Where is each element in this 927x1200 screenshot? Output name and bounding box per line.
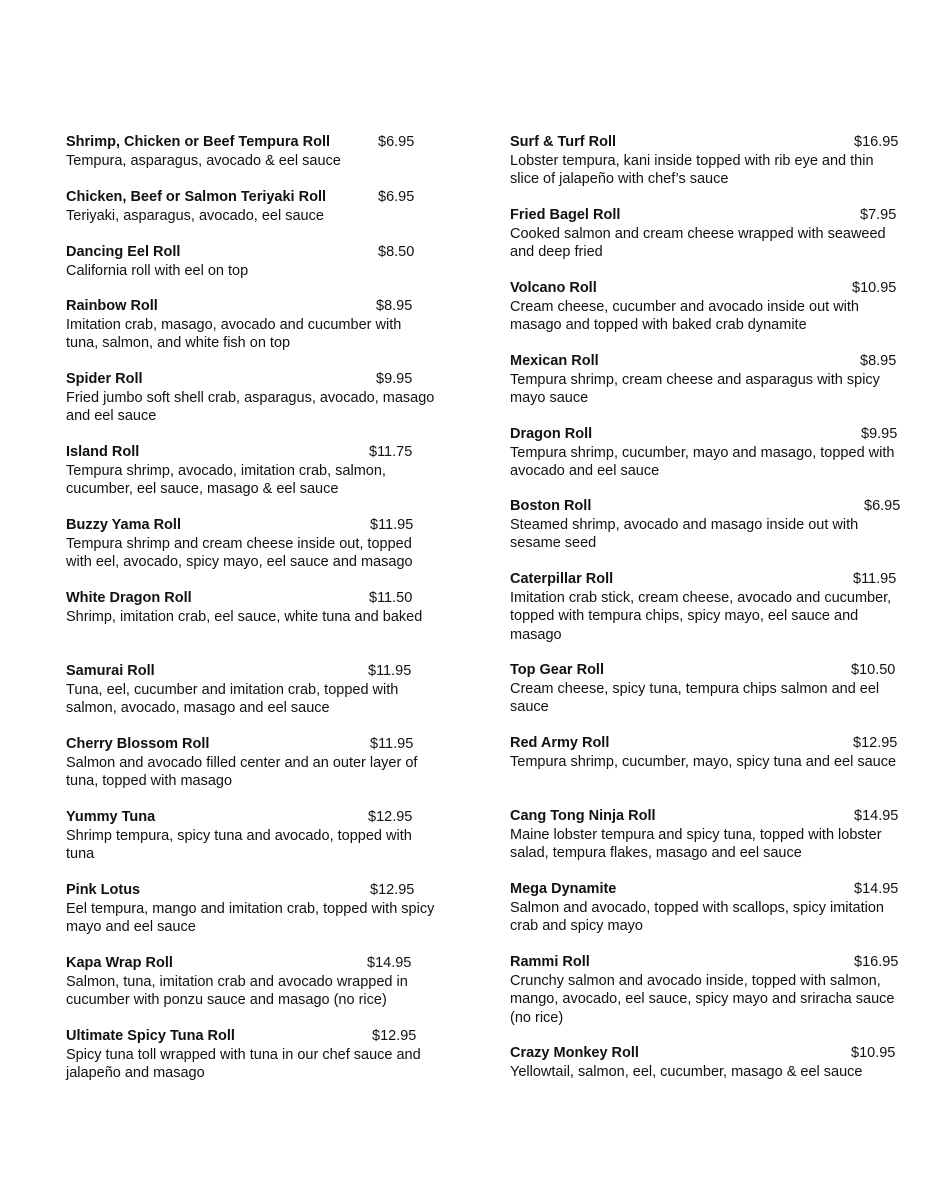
- menu-item-header: [510, 206, 902, 225]
- menu-item: [66, 243, 436, 280]
- menu-item-header: [66, 243, 436, 262]
- menu-item-header: [66, 1027, 436, 1046]
- menu-item-price: $8.50: [378, 244, 415, 260]
- menu-item-description: Steamed shrimp, avocado and masago inside out with sesame seed: [510, 517, 859, 552]
- menu-item-price: $11.95: [370, 736, 414, 752]
- menu-item-name: Mega Dynamite: [510, 881, 617, 897]
- menu-item-price: $8.95: [860, 353, 897, 369]
- menu-item-header: [66, 735, 436, 754]
- menu-item-price: $6.95: [378, 189, 415, 205]
- menu-item-description: Eel tempura, mango and imitation crab, topped with spicy mayo and eel sauce: [66, 901, 435, 936]
- menu-item-header: [510, 425, 902, 444]
- menu-item-description: California roll with eel on top: [66, 263, 249, 279]
- menu-item: [510, 953, 902, 1027]
- menu-item-name: Kapa Wrap Roll: [66, 955, 173, 971]
- menu-item-header: [510, 1044, 902, 1063]
- menu-item: [510, 807, 902, 863]
- menu-item-name: Dancing Eel Roll: [66, 244, 181, 260]
- menu-item-name: Cang Tong Ninja Roll: [510, 808, 656, 824]
- menu-item-description: Tempura shrimp, cucumber, mayo and masago, topped with avocado and eel sauce: [510, 445, 895, 480]
- menu-item-price: $14.95: [367, 955, 412, 971]
- menu-item-name: Samurai Roll: [66, 663, 155, 679]
- menu-item-price: $12.95: [370, 882, 415, 898]
- menu-item-header: [510, 734, 902, 753]
- menu-item-description: Cooked salmon and cream cheese wrapped with seaweed and deep fried: [510, 226, 886, 261]
- menu-item: [66, 443, 436, 499]
- menu-item-name: Cherry Blossom Roll: [66, 736, 210, 752]
- menu-item-name: Mexican Roll: [510, 353, 599, 369]
- menu-item-description: Maine lobster tempura and spicy tuna, topped with lobster salad, tempura flakes, masago and eel sauce: [510, 827, 882, 862]
- menu-item-header: [510, 570, 902, 589]
- menu-item: [510, 661, 902, 717]
- menu-item-header: [510, 497, 902, 516]
- menu-item: [510, 279, 902, 335]
- menu-item-header: [66, 662, 436, 681]
- menu-item-header: [66, 133, 436, 152]
- menu-item-price: $11.95: [370, 517, 414, 533]
- menu-item-header: [510, 880, 902, 899]
- menu-item-description: Teriyaki, asparagus, avocado, eel sauce: [66, 208, 324, 224]
- menu-item: [510, 1044, 902, 1081]
- menu-item: [510, 880, 902, 936]
- menu-item-description: Salmon and avocado, topped with scallops, spicy imitation crab and spicy mayo: [510, 900, 884, 935]
- menu-item-price: $9.95: [861, 426, 898, 442]
- menu-item-header: [510, 279, 902, 298]
- menu-item: [510, 570, 902, 644]
- menu-item-description: Cream cheese, spicy tuna, tempura chips salmon and eel sauce: [510, 681, 880, 716]
- menu-item-name: White Dragon Roll: [66, 590, 192, 606]
- menu-item-name: Pink Lotus: [66, 882, 141, 898]
- menu-item-name: Surf & Turf Roll: [510, 134, 617, 150]
- menu-item-header: [66, 881, 436, 900]
- menu-item-name: Fried Bagel Roll: [510, 207, 621, 223]
- menu-item-name: Buzzy Yama Roll: [66, 517, 181, 533]
- menu-item: [510, 497, 902, 553]
- menu-item-name: Spider Roll: [66, 371, 143, 387]
- menu-item-name: Island Roll: [66, 444, 140, 460]
- menu-item-price: $11.95: [853, 571, 897, 587]
- menu-item: [66, 133, 436, 170]
- menu-item-price: $10.95: [851, 1045, 896, 1061]
- menu-item-description: Tuna, eel, cucumber and imitation crab, topped with salmon, avocado, masago and eel sauce: [66, 682, 399, 717]
- menu-item: [66, 881, 436, 937]
- menu-item-description: Crunchy salmon and avocado inside, topped with salmon, mango, avocado, eel sauce, spicy mayo and sriracha sauce (no rice): [510, 973, 895, 1026]
- menu-item-description: Tempura, asparagus, avocado & eel sauce: [66, 153, 341, 169]
- menu-item-price: $6.95: [864, 498, 901, 514]
- menu-item: [66, 589, 436, 626]
- menu-item-description: Shrimp, imitation crab, eel sauce, white tuna and baked: [66, 609, 423, 625]
- menu-item: [66, 662, 436, 718]
- menu-item: [510, 133, 902, 189]
- menu-item-name: Caterpillar Roll: [510, 571, 614, 587]
- menu-item-price: $11.50: [369, 590, 413, 606]
- menu-item-name: Top Gear Roll: [510, 662, 604, 678]
- menu-item-header: [66, 808, 436, 827]
- menu-item-header: [66, 370, 436, 389]
- menu-item: [66, 808, 436, 864]
- menu-item-price: $12.95: [368, 809, 413, 825]
- menu-item-header: [66, 589, 436, 608]
- menu-item-header: [66, 516, 436, 535]
- menu-item-header: [66, 297, 436, 316]
- menu-item-name: Rainbow Roll: [66, 298, 158, 314]
- menu-item-price: $7.95: [860, 207, 897, 223]
- menu-item-header: [66, 443, 436, 462]
- menu-item-price: $12.95: [853, 735, 898, 751]
- menu-item-name: Chicken, Beef or Salmon Teriyaki Roll: [66, 189, 327, 205]
- menu-item-header: [510, 807, 902, 826]
- menu-item-description: Spicy tuna toll wrapped with tuna in our chef sauce and jalapeño and masago: [66, 1047, 421, 1082]
- menu-item-description: Salmon and avocado filled center and an outer layer of tuna, topped with masago: [66, 755, 418, 790]
- menu-item-name: Yummy Tuna: [66, 809, 156, 825]
- menu-item: [510, 352, 902, 408]
- menu-item-price: $11.75: [369, 444, 413, 460]
- menu-item: [510, 734, 902, 771]
- menu-item: [66, 1027, 436, 1083]
- menu-item-header: [510, 352, 902, 371]
- menu-item-price: $16.95: [854, 134, 899, 150]
- menu-item: [510, 425, 902, 481]
- menu-item-name: Boston Roll: [510, 498, 592, 514]
- menu-item-header: [510, 953, 902, 972]
- menu-item-description: Shrimp tempura, spicy tuna and avocado, topped with tuna: [66, 828, 412, 863]
- menu-item-description: Yellowtail, salmon, eel, cucumber, masago & eel sauce: [510, 1064, 863, 1080]
- menu-item-header: [510, 133, 902, 152]
- menu-item-price: $16.95: [854, 954, 899, 970]
- menu-item-description: Tempura shrimp, cream cheese and asparagus with spicy mayo sauce: [510, 372, 880, 407]
- menu-item-price: $14.95: [854, 881, 899, 897]
- menu-item-price: $12.95: [372, 1028, 417, 1044]
- menu-item: [66, 516, 436, 572]
- menu-item-name: Volcano Roll: [510, 280, 597, 296]
- menu-item-name: Red Army Roll: [510, 735, 610, 751]
- menu-item: [66, 370, 436, 426]
- menu-item-name: Shrimp, Chicken or Beef Tempura Roll: [66, 134, 331, 150]
- menu-item: [66, 954, 436, 1010]
- menu-item-price: $10.50: [851, 662, 896, 678]
- menu-item-description: Fried jumbo soft shell crab, asparagus, avocado, masago and eel sauce: [66, 390, 435, 425]
- menu-item: [66, 297, 436, 353]
- menu-item-price: $14.95: [854, 808, 899, 824]
- menu-item-price: $8.95: [376, 298, 413, 314]
- menu-item-description: Lobster tempura, kani inside topped with rib eye and thin slice of jalapeño with chef’s sauce: [510, 153, 874, 188]
- menu-item-name: Crazy Monkey Roll: [510, 1045, 639, 1061]
- menu-item: [66, 735, 436, 791]
- menu-item-description: Tempura shrimp, cucumber, mayo, spicy tuna and eel sauce: [510, 754, 897, 770]
- menu-item-description: Cream cheese, cucumber and avocado inside out with masago and topped with baked crab dynamite: [510, 299, 859, 334]
- menu-item-description: Salmon, tuna, imitation crab and avocado wrapped in cucumber with ponzu sauce and masago (no rice): [66, 974, 408, 1009]
- menu-item-price: $9.95: [376, 371, 413, 387]
- menu-item-description: Imitation crab, masago, avocado and cucumber with tuna, salmon, and white fish on top: [66, 317, 402, 352]
- menu-item-description: Imitation crab stick, cream cheese, avocado and cucumber, topped with tempura chips, spicy mayo, eel sauce and masago: [510, 590, 892, 643]
- menu-item: [66, 188, 436, 225]
- menu-item-description: Tempura shrimp and cream cheese inside out, topped with eel, avocado, spicy mayo, eel sauce and masago: [66, 536, 413, 571]
- menu-item-name: Rammi Roll: [510, 954, 590, 970]
- menu-item-header: [66, 188, 436, 207]
- menu-item-header: [66, 954, 436, 973]
- menu-item-price: $11.95: [368, 663, 412, 679]
- menu-item-name: Ultimate Spicy Tuna Roll: [66, 1028, 235, 1044]
- menu-item-description: Tempura shrimp, avocado, imitation crab, salmon, cucumber, eel sauce, masago & eel sauce: [66, 463, 386, 498]
- menu-item-price: $6.95: [378, 134, 415, 150]
- menu-item-price: $10.95: [852, 280, 897, 296]
- menu-item: [510, 206, 902, 262]
- menu-item-name: Dragon Roll: [510, 426, 593, 442]
- menu-item-header: [510, 661, 902, 680]
